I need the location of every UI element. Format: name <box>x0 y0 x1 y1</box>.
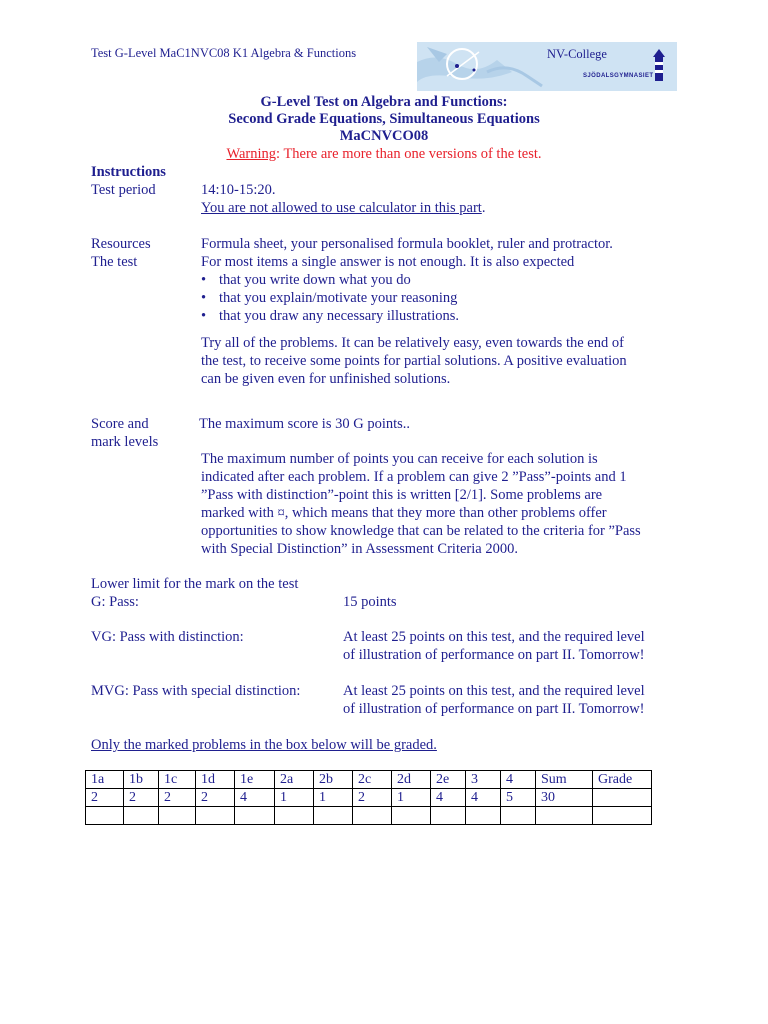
list-item: • that you write down what you do <box>219 271 411 289</box>
grade-table <box>85 770 652 825</box>
table-header-cell: 3 <box>466 771 501 789</box>
table-header-cell: 1b <box>124 771 159 789</box>
try-all-line: can be given even for unfinished solutions. <box>201 371 451 387</box>
table-cell: 4 <box>235 789 275 807</box>
table-header-cell: 2b <box>314 771 353 789</box>
table-row <box>86 771 652 789</box>
table-cell: 5 <box>501 789 536 807</box>
table-header-cell: 4 <box>501 771 536 789</box>
the-test-value: For most items a single answer is not enough. It is also expected <box>201 254 575 270</box>
test-period-value: 14:10-15:20. <box>201 182 276 198</box>
table-row <box>86 789 652 807</box>
table-cell: 2 <box>159 789 196 807</box>
table-cell <box>593 789 652 807</box>
table-cell: 2 <box>196 789 235 807</box>
table-cell <box>86 807 124 825</box>
table-header-cell: 2d <box>392 771 431 789</box>
page-title-line3: MaCNVCO08 <box>339 128 429 144</box>
mvg-value-line1: At least 25 points on this test, and the required level <box>343 683 645 699</box>
table-cell <box>235 807 275 825</box>
table-cell <box>593 807 652 825</box>
graded-note: Only the marked problems in the box below will be graded. <box>91 737 437 753</box>
the-test-label: The test <box>91 254 138 270</box>
table-cell: 1 <box>314 789 353 807</box>
try-all-line: Try all of the problems. It can be relatively easy, even towards the end of <box>201 335 624 351</box>
vg-value-line2: of illustration of performance on part II. Tomorrow! <box>343 647 645 663</box>
calculator-note <box>201 199 485 217</box>
max-points-line: opportunities to show knowledge that can be related to the criteria for ”Pass <box>201 523 641 539</box>
table-cell <box>275 807 314 825</box>
warning-line <box>0 146 768 163</box>
lighthouse-icon <box>653 49 665 81</box>
max-points-line: marked with ¤, which means that they more than other problems offer <box>201 505 607 521</box>
score-label: Score and <box>91 416 149 432</box>
table-cell <box>196 807 235 825</box>
page-title-line2: Second Grade Equations, Simultaneous Equations <box>228 111 540 127</box>
table-header-cell: Grade <box>593 771 652 789</box>
college-banner <box>417 42 677 91</box>
table-cell <box>353 807 392 825</box>
list-item: • that you draw any necessary illustrations. <box>219 307 459 325</box>
table-header-cell: 2a <box>275 771 314 789</box>
table-cell <box>314 807 353 825</box>
try-all-line: the test, to receive some points for partial solutions. A positive evaluation <box>201 353 627 369</box>
max-points-line: indicated after each problem. If a problem can give 2 ”Pass”-points and 1 <box>201 469 627 485</box>
instructions-heading: Instructions <box>91 164 166 180</box>
vg-value-line1: At least 25 points on this test, and the required level <box>343 629 645 645</box>
max-points-line: The maximum number of points you can receive for each solution is <box>201 451 598 467</box>
table-cell: 2 <box>353 789 392 807</box>
table-cell <box>159 807 196 825</box>
table-cell: 2 <box>86 789 124 807</box>
test-period-label: Test period <box>91 182 156 198</box>
mvg-value-line2: of illustration of performance on part II. Tomorrow! <box>343 701 645 717</box>
table-cell: 1 <box>392 789 431 807</box>
resources-label: Resources <box>91 236 151 252</box>
table-cell <box>392 807 431 825</box>
max-score: The maximum score is 30 G points.. <box>199 416 411 432</box>
table-cell: 2 <box>124 789 159 807</box>
calculator-note-text: You are not allowed to use calculator in this part <box>201 200 482 216</box>
table-header-cell: 1d <box>196 771 235 789</box>
resources-value: Formula sheet, your personalised formula booklet, ruler and protractor. <box>201 236 613 252</box>
table-header-cell: 1c <box>159 771 196 789</box>
table-cell: 1 <box>275 789 314 807</box>
table-cell <box>466 807 501 825</box>
list-item: • that you explain/motivate your reasoning <box>219 289 457 307</box>
table-cell <box>501 807 536 825</box>
table-header-cell: 1e <box>235 771 275 789</box>
table-cell <box>124 807 159 825</box>
g-value: 15 points <box>343 594 397 610</box>
table-cell <box>536 807 593 825</box>
max-points-line: ”Pass with distinction”-point this is written [2/1]. Some problems are <box>201 487 603 503</box>
table-header-cell: 2c <box>353 771 392 789</box>
table-header-cell: Sum <box>536 771 593 789</box>
table-cell: 4 <box>466 789 501 807</box>
table-header-cell: 2e <box>431 771 466 789</box>
page-title-line1: G-Level Test on Algebra and Functions: <box>260 94 508 110</box>
max-points-line: with Special Distinction” in Assessment Criteria 2000. <box>201 541 518 557</box>
warning-text: : There are more than one versions of the test. <box>276 146 542 162</box>
limits-heading: Lower limit for the mark on the test <box>91 576 299 592</box>
header-course-line: Test G-Level MaC1NVC08 K1 Algebra & Functions <box>91 46 357 60</box>
g-label: G: Pass: <box>91 594 139 610</box>
mvg-label: MVG: Pass with special distinction: <box>91 683 301 699</box>
college-name: NV-College <box>547 47 607 61</box>
vg-label: VG: Pass with distinction: <box>91 629 244 645</box>
table-header-cell: 1a <box>86 771 124 789</box>
table-cell <box>431 807 466 825</box>
calculator-note-end: . <box>481 200 486 216</box>
table-cell: 4 <box>431 789 466 807</box>
table-row <box>86 807 652 825</box>
school-name: SJÖDALSGYMNASIET <box>583 73 654 79</box>
warning-label: Warning <box>226 146 277 162</box>
mark-levels-label: mark levels <box>91 434 159 450</box>
table-cell: 30 <box>536 789 593 807</box>
